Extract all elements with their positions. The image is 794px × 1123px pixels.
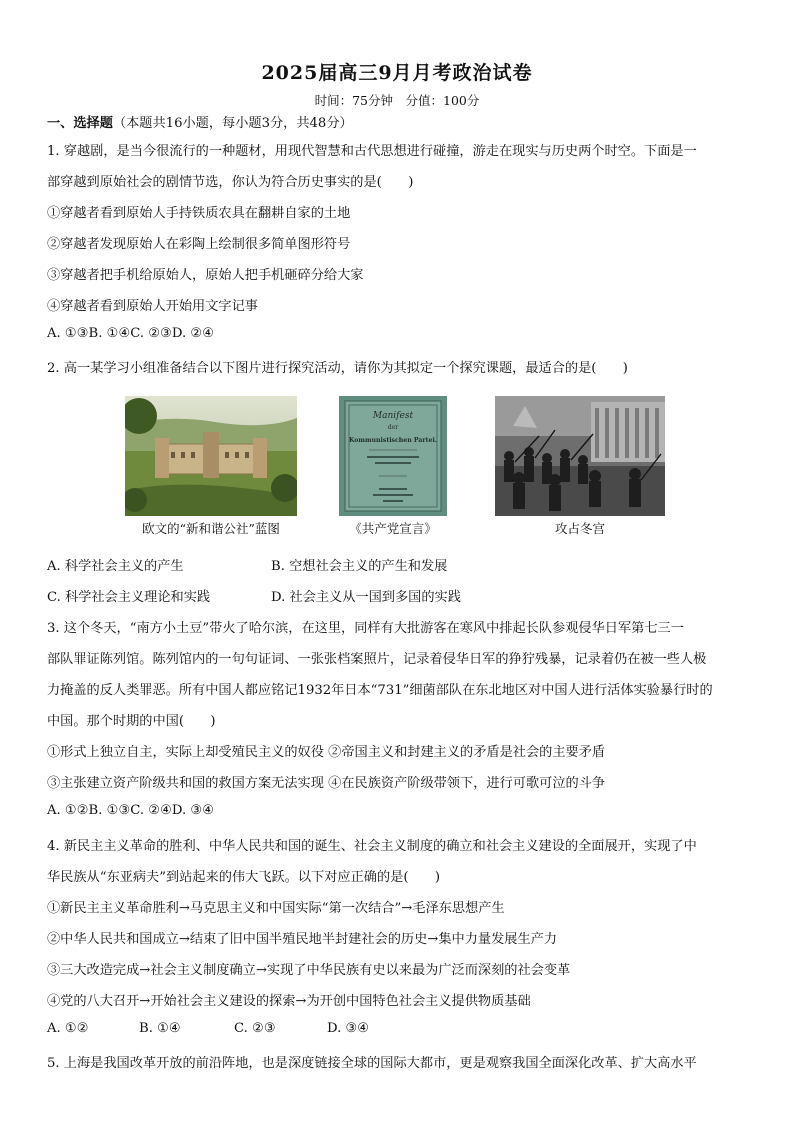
exam-title: 2025届高三9月月考政治试卷 xyxy=(261,62,533,84)
q4-option-b: B. ①④ xyxy=(139,1021,181,1036)
q4-statement-1: ①新民主主义革命胜利→马克思主义和中国实际“第一次结合”→毛泽东思想产生 xyxy=(47,901,505,916)
section-note: （本题共16小题，每小题3分，共48分） xyxy=(112,116,353,131)
q2-option-b: B. 空想社会主义的产生和发展 xyxy=(271,559,448,574)
q3-stem-line-3: 力掩盖的反人类罪恶。所有中国人都应铭记1932年日本“731”细菌部队在东北地区对中国人进行活体实验暴行时的 xyxy=(47,683,713,698)
q1-stem-line-2: 部穿越到原始社会的剧情节选，你认为符合历史事实的是( ) xyxy=(47,175,414,190)
q4-option-a: A. ①② xyxy=(47,1021,89,1036)
q2-stem: 2. 高一某学习小组准备结合以下图片进行探究活动，请你为其拟定一个探究课题，最适合的是( ) xyxy=(47,361,628,376)
q1-statement-3: ③穿越者把手机给原始人，原始人把手机砸碎分给大家 xyxy=(47,268,364,283)
section-name: 一、选择题 xyxy=(47,116,113,131)
q3-stem-line-1: 3. 这个冬天，“南方小土豆”带火了哈尔滨，在这里，同样有大批游客在寒风中排起长队参观侵华日军第七三一 xyxy=(47,621,684,636)
q2-option-d: D. 社会主义从一国到多国的实践 xyxy=(271,590,461,605)
q1-statement-2: ②穿越者发现原始人在彩陶上绘制很多简单图形符号 xyxy=(47,237,351,252)
q1-options: A. ①③B. ①④C. ②③D. ②④ xyxy=(47,326,215,341)
q2-figures xyxy=(0,396,794,541)
q3-stem-line-2: 部队罪证陈列馆。陈列馆内的一句句证词、一张张档案照片，记录着侵华日军的狰狞残暴，记录着仍在被一些人极 xyxy=(47,652,707,667)
manifesto-title-line-1: Manifest xyxy=(372,411,414,421)
manifesto-image xyxy=(339,396,447,516)
q4-option-d: D. ③④ xyxy=(327,1021,370,1036)
q4-option-c: C. ②③ xyxy=(234,1021,276,1036)
q3-options: A. ①②B. ①③C. ②④D. ③④ xyxy=(47,803,215,818)
q1-statement-1: ①穿越者看到原始人手持铁质农具在翻耕自家的土地 xyxy=(47,206,351,221)
q4-options xyxy=(47,1021,752,1039)
new-harmony-painting xyxy=(125,396,297,516)
q2-option-c: C. 科学社会主义理论和实践 xyxy=(47,590,211,605)
q4-statement-3: ③三大改造完成→社会主义制度确立→实现了中华民族有史以来最为广泛而深刻的社会变革 xyxy=(47,963,571,978)
q4-statement-2: ②中华人民共和国成立→结束了旧中国半殖民地半封建社会的历史→集中力量发展生产力 xyxy=(47,932,558,947)
q3-statements-1-2: ①形式上独立自主，实际上却受殖民主义的奴役 ②帝国主义和封建主义的矛盾是社会的主要矛盾 xyxy=(47,745,606,760)
caption-winter-palace: 攻占冬宫 xyxy=(554,521,605,536)
q4-stem-line-1: 4. 新民主主义革命的胜利、中华人民共和国的诞生、社会主义制度的确立和社会主义建设的全面展开，实现了中 xyxy=(47,839,697,854)
q2-options-row-2 xyxy=(47,586,752,604)
winter-palace-photo xyxy=(495,396,665,516)
painting-image xyxy=(125,396,297,516)
q2-option-a: A. 科学社会主义的产生 xyxy=(47,559,184,574)
manifesto-title-line-3: Kommunistischen Partei. xyxy=(349,437,437,444)
winter-palace-image xyxy=(495,396,665,516)
q3-statements-3-4: ③主张建立资产阶级共和国的救国方案无法实现 ④在民族资产阶级带领下，进行可歌可泣的斗争 xyxy=(47,776,606,791)
caption-manifesto: 《共产党宣言》 xyxy=(349,521,437,536)
q2-options-row-1 xyxy=(47,555,752,573)
q5-stem-line-1: 5. 上海是我国改革开放的前沿阵地，也是深度链接全球的国际大都市，更是观察我国全面深化改革、扩大高水平 xyxy=(47,1056,697,1071)
section-heading xyxy=(47,112,752,131)
exam-subtitle: 时间：75分钟 分值：100分 xyxy=(314,93,480,108)
q4-stem-line-2: 华民族从“东亚病夫”到站起来的伟大飞跃。以下对应正确的是( ) xyxy=(47,870,441,885)
q4-statement-4: ④党的八大召开→开始社会主义建设的探索→为开创中国特色社会主义提供物质基础 xyxy=(47,994,531,1009)
manifesto-title-line-2: der xyxy=(387,424,399,431)
q1-stem-line-1: 1. 穿越剧，是当今很流行的一种题材，用现代智慧和古代思想进行碰撞，游走在现实与历史两个时空。下面是一 xyxy=(47,144,697,159)
q3-stem-line-4: 中国。那个时期的中国( ) xyxy=(47,714,216,729)
caption-new-harmony: 欧文的“新和谐公社”蓝图 xyxy=(142,521,280,536)
manifesto-cover xyxy=(339,396,447,516)
q1-statement-4: ④穿越者看到原始人开始用文字记事 xyxy=(47,299,258,314)
